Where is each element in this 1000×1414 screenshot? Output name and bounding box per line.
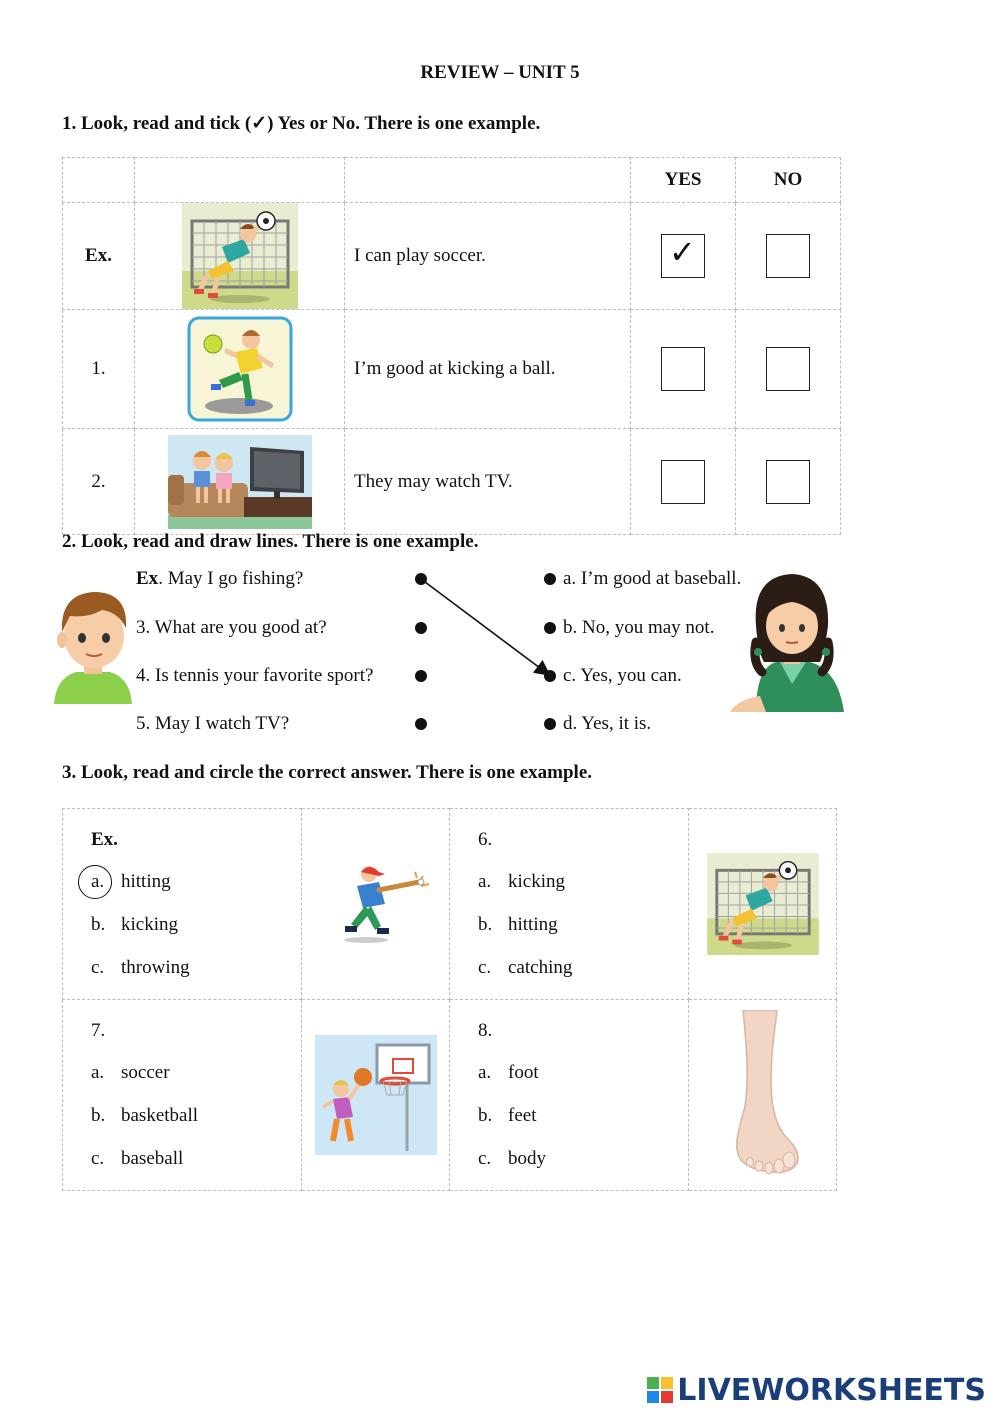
no-checkbox[interactable] bbox=[766, 234, 810, 278]
answer-dot[interactable] bbox=[544, 718, 556, 730]
children-watching-tv-picture bbox=[168, 435, 312, 529]
section3-heading: 3. Look, read and circle the correct answer. There is one example. bbox=[62, 762, 593, 783]
answer-row: a. I’m good at baseball. bbox=[563, 568, 742, 589]
liveworksheets-watermark bbox=[647, 1373, 986, 1408]
baseball-batter-picture bbox=[321, 862, 431, 946]
page-title: REVIEW – UNIT 5 bbox=[420, 62, 580, 83]
answer-circle bbox=[78, 865, 112, 899]
tick-table bbox=[62, 157, 841, 535]
question-number: 7. bbox=[91, 1020, 106, 1041]
question-row: 5. May I watch TV? bbox=[136, 713, 290, 734]
no-column-header: NO bbox=[736, 158, 841, 203]
row-sentence: I’m good at kicking a ball. bbox=[345, 310, 631, 429]
answer-row: b. No, you may not. bbox=[563, 617, 715, 638]
option-a[interactable]: a. hitting bbox=[91, 871, 171, 893]
answer-row: d. Yes, it is. bbox=[563, 713, 652, 734]
question-row: 4. Is tennis your favorite sport? bbox=[136, 665, 374, 686]
question-cell bbox=[63, 809, 302, 1000]
table-row bbox=[63, 429, 841, 535]
liveworksheets-logo-icon bbox=[647, 1377, 673, 1403]
basketball-girl-picture bbox=[315, 1035, 437, 1155]
example-connecting-line bbox=[410, 570, 560, 690]
yes-checkbox[interactable] bbox=[661, 460, 705, 504]
question-cell bbox=[450, 1000, 689, 1191]
option-b[interactable]: b. basketball bbox=[91, 1105, 199, 1126]
yes-checkbox[interactable] bbox=[661, 234, 705, 278]
option-a[interactable]: a. foot bbox=[478, 1062, 539, 1083]
option-a[interactable]: a. soccer bbox=[91, 1062, 170, 1083]
option-b[interactable]: b. kicking bbox=[91, 914, 178, 935]
option-c[interactable]: c. baseball bbox=[91, 1148, 184, 1169]
goalkeeper-picture bbox=[707, 853, 819, 955]
boy-illustration bbox=[52, 588, 134, 704]
row-number: 2. bbox=[63, 429, 135, 535]
question-number: 8. bbox=[478, 1020, 493, 1041]
tick-mark-icon: ✓ bbox=[669, 233, 696, 271]
table-row bbox=[63, 310, 841, 429]
section1-heading: 1. Look, read and tick (✓) Yes or No. There is one example. bbox=[62, 113, 541, 134]
question-dot[interactable] bbox=[415, 718, 427, 730]
no-checkbox[interactable] bbox=[766, 347, 810, 391]
question-row: Ex. May I go fishing? bbox=[136, 568, 304, 589]
option-c[interactable]: c. throwing bbox=[91, 957, 190, 978]
section2-heading: 2. Look, read and draw lines. There is one example. bbox=[62, 531, 479, 552]
answer-row: c. Yes, you can. bbox=[563, 665, 682, 686]
question-cell bbox=[63, 1000, 302, 1191]
table-row bbox=[63, 1000, 837, 1191]
option-a[interactable]: a. kicking bbox=[478, 871, 565, 892]
question-row: 3. What are you good at? bbox=[136, 617, 327, 638]
question-number: Ex. bbox=[91, 829, 118, 850]
circle-answer-table bbox=[62, 808, 837, 1191]
girl-illustration bbox=[726, 572, 850, 712]
table-row bbox=[63, 203, 841, 310]
row-number: 1. bbox=[63, 310, 135, 429]
row-number: Ex. bbox=[63, 203, 135, 310]
question-cell bbox=[450, 809, 689, 1000]
goalkeeper-picture bbox=[182, 203, 298, 309]
option-c[interactable]: c. catching bbox=[478, 957, 573, 978]
brand-text: LIVEWORKSHEETS bbox=[677, 1373, 986, 1408]
table-row bbox=[63, 809, 837, 1000]
option-b[interactable]: b. hitting bbox=[478, 914, 558, 935]
tick-table-header bbox=[63, 158, 841, 203]
option-b[interactable]: b. feet bbox=[478, 1105, 537, 1126]
kicking-boy-picture bbox=[187, 316, 293, 422]
yes-column-header: YES bbox=[631, 158, 736, 203]
question-number: 6. bbox=[478, 829, 493, 850]
row-sentence: They may watch TV. bbox=[345, 429, 631, 535]
option-c[interactable]: c. body bbox=[478, 1148, 546, 1169]
yes-checkbox[interactable] bbox=[661, 347, 705, 391]
row-sentence: I can play soccer. bbox=[345, 203, 631, 310]
no-checkbox[interactable] bbox=[766, 460, 810, 504]
foot-picture bbox=[713, 1010, 813, 1180]
